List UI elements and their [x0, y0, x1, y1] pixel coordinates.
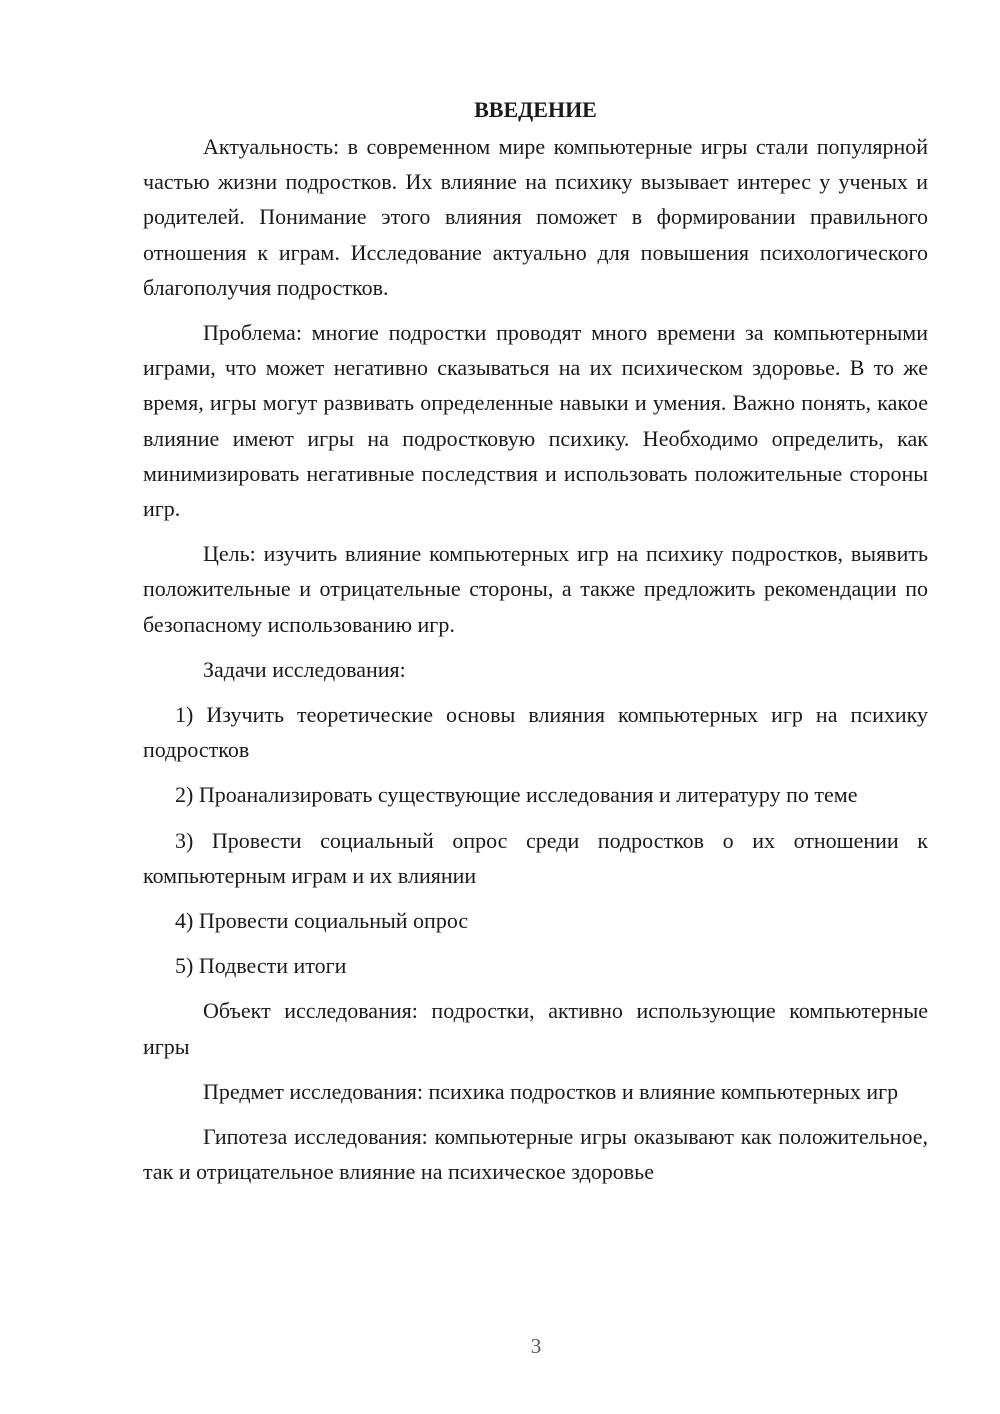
task-item: 3) Провести социальный опрос среди подростков о их отношении к компьютерным играм и их влиянии: [143, 827, 928, 888]
paragraph-problem: Проблема: многие подростки проводят много времени за компьютерными играми, что может негативно сказываться на их психическом здоровье. В то же время, игры могут развивать определенные навыки и умения. Важно понять, какое влияние имеют игры на подростковую психику. Необходимо определить, как минимизировать негативные последствия и использовать положительные стороны игр.: [143, 320, 928, 522]
paragraph-subject: Предмет исследования: психика подростков и влияние компьютерных игр: [203, 1078, 899, 1104]
paragraph-goal: Цель: изучить влияние компьютерных игр на психику подростков, выявить положительные и отрицательные стороны, а также предложить рекомендации по безопасному использованию игр.: [143, 541, 928, 637]
task-item: 2) Проанализировать существующие исследования и литературу по теме: [175, 782, 858, 808]
page-number: 3: [530, 1334, 542, 1358]
task-item: 5) Подвести итоги: [175, 953, 347, 979]
paragraph-object: Объект исследования: подростки, активно использующие компьютерные игры: [143, 998, 928, 1059]
task-item: 1) Изучить теоретические основы влияния компьютерных игр на психику подростков: [143, 702, 928, 763]
paragraph-hypothesis: Гипотеза исследования: компьютерные игры оказывают как положительное, так и отрицательное влияние на психическое здоровье: [143, 1124, 928, 1185]
document-page: [143, 92, 928, 1189]
task-item: 4) Провести социальный опрос: [175, 908, 469, 934]
tasks-heading: Задачи исследования:: [203, 656, 406, 682]
section-title: ВВЕДЕНИЕ: [474, 97, 597, 122]
paragraph-relevance: Актуальность: в современном мире компьютерные игры стали популярной частью жизни подростков. Их влияние на психику вызывает интерес у ученых и родителей. Понимание этого влияния поможет в формировании правильного отношения к играм. Исследование актуально для повышения психологического благополучия подростков.: [143, 134, 928, 300]
